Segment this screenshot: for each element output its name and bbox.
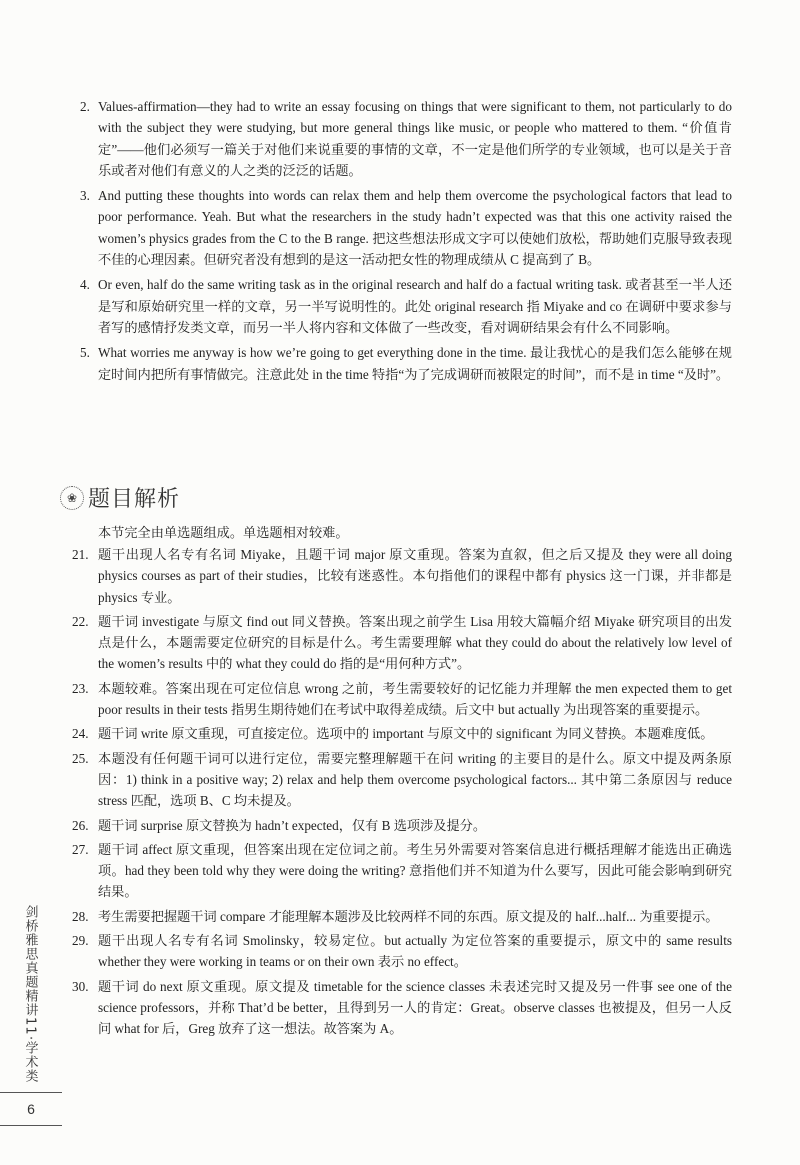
answer-item	[72, 930, 732, 973]
note-text: What worries me anyway is how we’re going to get everything done in the time. 最让我忧心的是我们怎么能够在规定时间内把所有事情做完。注意此处 in the time 特指“为了完成调研而被限定的时间”，而不是 in time “及时”。	[98, 345, 732, 382]
answer-text: 题干词 affect 原文重现，但答案出现在定位词之前。考生另外需要对答案信息进行概括理解才能选出正确选项。had they been told why they were doing the writing? 意指他们并不知道为什么要写，因此可能会影响到研究结果。	[98, 841, 732, 900]
answer-item	[72, 678, 732, 721]
note-text: And putting these thoughts into words can relax them and help them overcome the psychological factors that lead to poor performance. Yeah. But what the researchers in the study hadn’t expected was that this one activity raised the women’s physics grades from the C to the B range. 把这些想法形成文字可以使她们放松，帮助她们克服导致表现不佳的心理因素。但研究者没有想到的是这一活动把女性的物理成绩从 C 提高到了 B。	[98, 188, 732, 268]
answer-text: 题干词 do next 原文重现。原文提及 timetable for the science classes 未表述完时又提及另一件事 see one of the science professors，并称 That’d be better，且得到另一人的肯定：Great。observe classes 也被提及，但另一人反问 what for 后，Greg 放弃了这一想法。故答案为 A。	[98, 978, 732, 1037]
answer-item	[72, 611, 732, 675]
page-number: 6	[0, 1092, 62, 1126]
question-number: 23.	[72, 680, 89, 696]
question-number: 28.	[72, 908, 89, 924]
note-item	[72, 274, 732, 338]
flower-icon: ❀	[60, 486, 84, 510]
note-number: 3.	[80, 188, 90, 204]
answer-item	[72, 906, 732, 927]
question-number: 26.	[72, 817, 89, 833]
question-number: 21.	[72, 547, 89, 562]
answer-item	[72, 544, 732, 608]
book-title: 剑桥雅思真题精讲11	[22, 905, 38, 1036]
note-text: Or even, half do the same writing task as in the original research and half do a factual writing task. 或者甚至一半人还是写和原始研究里一样的文章，另一半写说明性的。此处 original research 指 Miyake and co 在调研中要求参与者写的感情抒发类文章，而另一半人将内容和文体做了一些改变，看对调研结果会有什么不同影响。	[98, 277, 732, 335]
side-book-title	[0, 905, 60, 1083]
answer-text: 题干词 surprise 原文替换为 hadn’t expected，仅有 B 选项涉及提分。	[98, 817, 487, 833]
note-item	[72, 342, 732, 385]
answer-item	[72, 815, 732, 836]
note-number: 5.	[80, 345, 90, 361]
answer-text: 题干出现人名专有名词 Smolinsky，较易定位。but actually 为定位答案的重要提示，原文中的 same results whether they were working in teams or on their own 表示 no effect。	[98, 933, 732, 970]
notes-list	[72, 96, 732, 389]
answer-text: 题干词 write 原文重现，可直接定位。选项中的 important 与原文中的 significant 为同义替换。本题难度低。	[98, 726, 714, 742]
answer-text: 题干出现人名专有名词 Miyake，且题干词 major 原文重现。答案为直叙，但之后又提及 they were all doing physics courses as part of their studies，比较有迷惑性。本句指他们的课程中都有 physics 这一门课，并非都是 physics 专业。	[98, 547, 732, 605]
question-number: 29.	[72, 933, 89, 949]
answer-item	[72, 723, 732, 744]
section-heading	[60, 482, 180, 513]
section-intro: 本节完全由单选题组成。单选题相对较难。	[98, 525, 349, 540]
question-number: 22.	[72, 613, 89, 629]
question-number: 24.	[72, 726, 89, 742]
note-item	[72, 185, 732, 270]
answer-item	[72, 839, 732, 903]
answer-text: 考生需要把握题干词 compare 才能理解本题涉及比较两样不同的东西。原文提及的 half...half... 为重要提示。	[98, 908, 719, 924]
question-number: 25.	[72, 750, 89, 766]
note-number: 2.	[80, 99, 90, 114]
question-number: 27.	[72, 841, 89, 857]
note-number: 4.	[80, 277, 90, 293]
answers-list	[72, 544, 732, 1043]
answer-text: 本题较难。答案出现在可定位信息 wrong 之前，考生需要较好的记忆能力并理解 the men expected them to get poor results in their tests 指男生期待她们在考试中取得差成绩。后文中 but actually 为出现答案的重要提示。	[98, 680, 732, 718]
answer-text: 本题没有任何题干词可以进行定位，需要完整理解题干在问 writing 的主要目的是什么。原文中提及两条原因：1) think in a positive way; 2) relax and help them overcome psychological factors... 其中第二条原因与 reduce stress 匹配，选项 B、C 均未提及。	[98, 750, 732, 809]
answer-item	[72, 976, 732, 1040]
answer-item	[72, 748, 732, 812]
answer-text: 题干词 investigate 与原文 find out 同义替换。答案出现之前学生 Lisa 用较大篇幅介绍 Miyake 研究项目的出发点是什么，本题需要定位研究的目标是什么。考生需要理解 what they could do about the relatively low level of the women’s results 中的 what they could do 指的是“用何种方式”。	[98, 613, 732, 672]
title-separator: ·	[22, 1035, 38, 1041]
book-category: 学术类	[22, 1040, 38, 1083]
note-item	[72, 96, 732, 181]
question-number: 30.	[72, 978, 89, 994]
note-text: Values-affirmation—they had to write an essay focusing on things that were significant to them, not particularly to do with the subject they were studying, but more general things like music, or people who mattered to them. “价值肯定”——他们必须写一篇关于对他们来说重要的事情的文章，不一定是他们所学的专业领域，也可以是关于音乐或者对他们有意义的人之类的泛泛的话题。	[98, 99, 732, 178]
section-title: 题目解析	[88, 487, 181, 512]
